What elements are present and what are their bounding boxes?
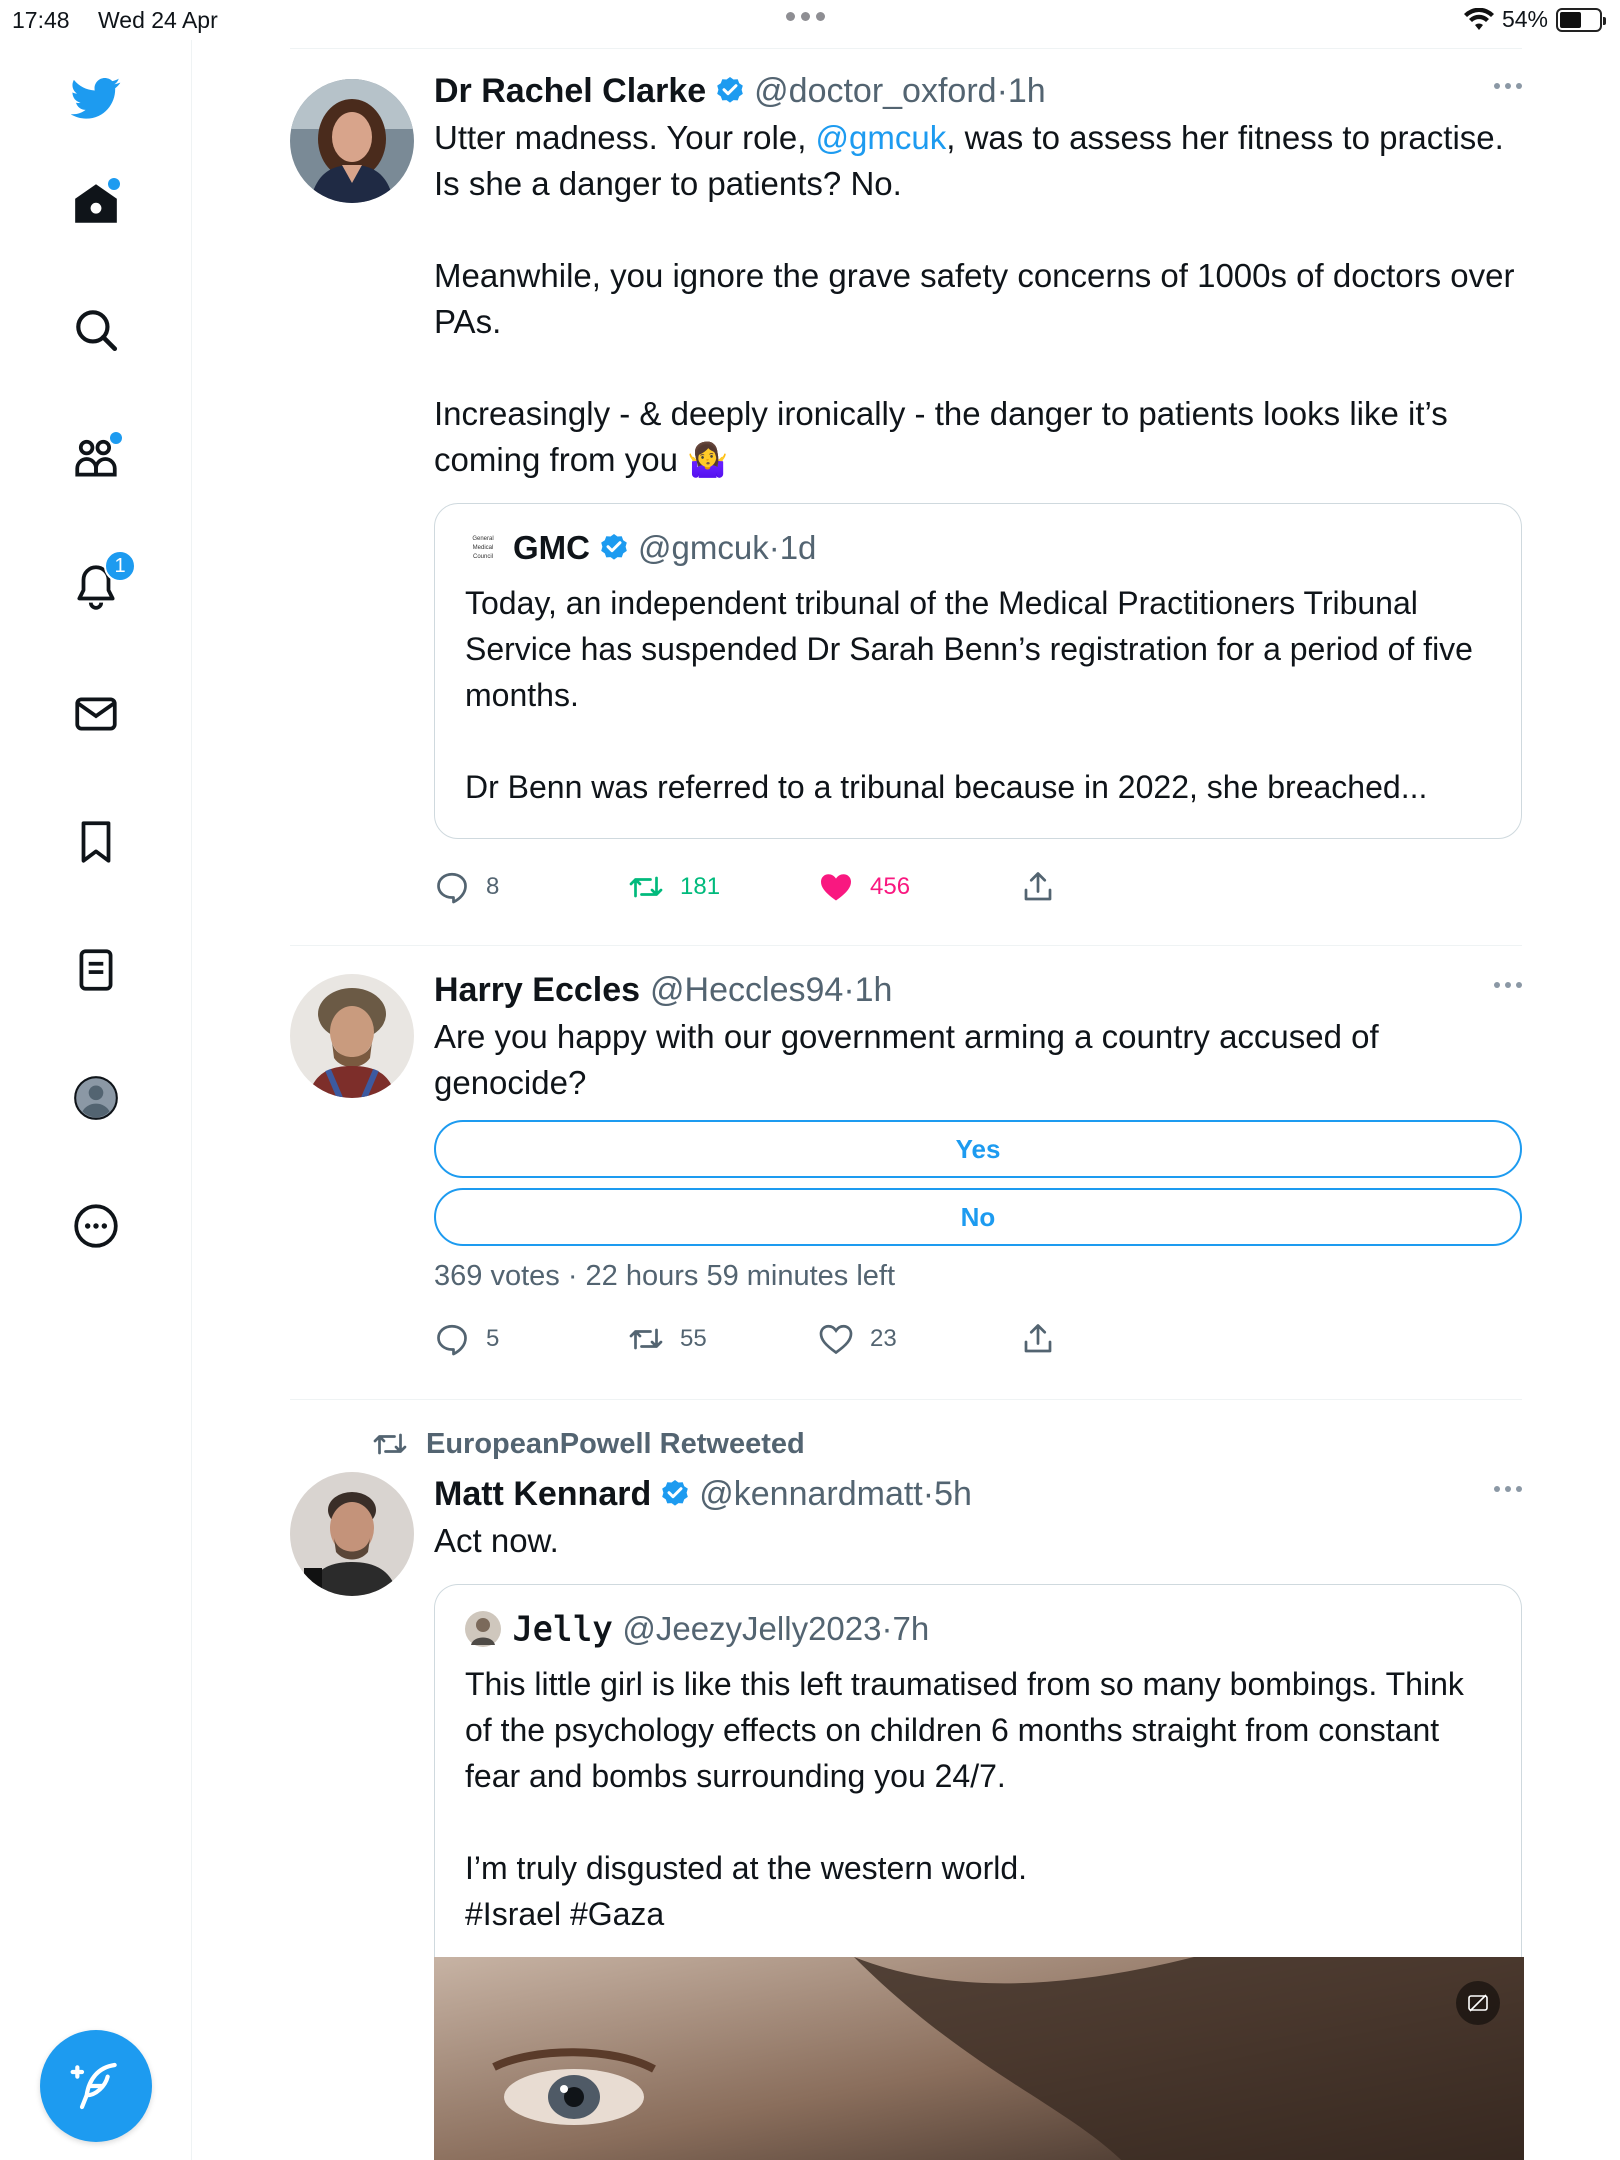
poll-option-yes[interactable]: Yes (434, 1120, 1522, 1178)
wifi-icon (1464, 8, 1494, 32)
compose-tweet-button[interactable] (40, 2030, 152, 2142)
poll-option-no[interactable]: No (434, 1188, 1522, 1246)
tweet-actions (434, 847, 1522, 927)
like-count: 456 (870, 873, 911, 900)
tweet-more-icon[interactable] (1494, 982, 1522, 988)
retweet-button[interactable] (628, 1321, 832, 1357)
compose-tweet-icon (68, 2058, 124, 2114)
svg-text:Council: Council (472, 554, 494, 560)
tweet-header (434, 69, 1522, 113)
reply-count: 5 (486, 1325, 500, 1352)
reply-icon (434, 1321, 470, 1357)
tweet-more-icon[interactable] (1494, 83, 1522, 89)
quote-timestamp: 1d (779, 529, 817, 566)
author-handle[interactable]: @doctor_oxford (754, 72, 997, 110)
share-icon (1020, 869, 1056, 905)
quote-author-handle: @gmcuk (638, 529, 769, 566)
author-name[interactable]: Dr Rachel Clarke (434, 72, 707, 110)
avatar[interactable] (290, 1472, 414, 1596)
quote-author-name: GMC (513, 529, 590, 566)
like-button[interactable] (818, 1321, 1022, 1357)
author-handle[interactable]: @kennardmatt (699, 1475, 923, 1513)
author-handle[interactable]: @Heccles94 (650, 971, 844, 1009)
more-icon[interactable] (62, 1192, 130, 1260)
mention-link[interactable]: @gmcuk (815, 119, 947, 156)
status-time: 17:48 (12, 7, 70, 33)
status-bar (0, 0, 1620, 40)
tweet-timestamp[interactable]: 5h (934, 1475, 972, 1513)
profile-avatar-icon[interactable] (62, 1064, 130, 1132)
timeline (290, 48, 1522, 2160)
poll (434, 1120, 1522, 1293)
notifications-bell-icon[interactable] (62, 552, 130, 620)
search-icon[interactable] (62, 296, 130, 364)
content-warning-icon[interactable] (1456, 1981, 1500, 2025)
messages-mail-icon[interactable] (62, 680, 130, 748)
retweet-button[interactable] (628, 869, 832, 905)
tweet-text: Are you happy with our government arming a country accused of genocide? (434, 1018, 1379, 1101)
quote-author-name: 𝙹𝚎𝚕𝚕𝚢 (513, 1609, 613, 1648)
svg-text:General: General (472, 536, 494, 542)
verified-badge-icon (714, 75, 746, 107)
reply-count: 8 (486, 873, 500, 900)
heart-filled-icon (818, 869, 854, 905)
tweet-header (434, 1472, 1522, 1516)
poll-meta: 369 votes · 22 hours 59 minutes left (434, 1260, 896, 1292)
reply-button[interactable] (434, 869, 638, 905)
like-button[interactable] (818, 869, 1022, 905)
tweet-actions (434, 1299, 1522, 1379)
author-name[interactable]: Harry Eccles (434, 971, 641, 1009)
meta-separator: · (996, 72, 1008, 110)
home-icon[interactable] (62, 170, 130, 238)
tweet-text: Act now. (434, 1522, 559, 1559)
communities-icon[interactable] (62, 424, 130, 492)
bookmarks-icon[interactable] (62, 808, 130, 876)
tweet[interactable] (290, 49, 1522, 927)
status-date: Wed 24 Apr (98, 7, 218, 33)
share-icon (1020, 1321, 1056, 1357)
heart-icon (818, 1321, 854, 1357)
reply-icon (434, 869, 470, 905)
tweet[interactable] (290, 946, 1522, 1379)
quoted-tweet[interactable] (434, 503, 1522, 839)
meta-separator: · (922, 1475, 935, 1513)
avatar[interactable] (290, 974, 414, 1098)
like-count: 23 (870, 1325, 897, 1352)
battery-icon (1556, 8, 1602, 32)
reply-button[interactable] (434, 1321, 638, 1357)
quote-text: Today, an independent tribunal of the Medical Practitioners Tribunal Service has suspended Dr Sarah Benn’s registration for a period of five months. Dr Benn was referred to a tribunal because in 2022, she breached... (465, 585, 1473, 805)
retweet-count: 181 (680, 873, 721, 900)
quote-media-image[interactable] (434, 1957, 1524, 2160)
tweet-more-icon[interactable] (1494, 1486, 1522, 1492)
meta-separator: · (843, 971, 855, 1009)
lists-icon[interactable] (62, 936, 130, 1004)
verified-badge-icon (659, 1478, 691, 1510)
share-button[interactable] (1020, 1321, 1224, 1357)
retweet-icon (372, 1426, 408, 1462)
twitter-bird-icon[interactable] (62, 64, 130, 132)
multitasking-dots[interactable] (786, 12, 825, 21)
meta-separator: · (881, 1610, 893, 1647)
quote-text: This little girl is like this left traumatised from so many bombings. Think of the psychology effects on children 6 months straight from constant fear and bombs surrounding you 24/7. I’m truly disgusted at the western world. #Israel #Gaza (465, 1666, 1464, 1932)
gmc-logo (465, 530, 501, 566)
avatar[interactable] (290, 79, 414, 203)
share-button[interactable] (1020, 869, 1224, 905)
quoted-tweet[interactable] (434, 1584, 1522, 2160)
retweet-icon (628, 869, 664, 905)
battery-percent: 54% (1501, 6, 1548, 32)
meta-separator: · (768, 529, 780, 566)
retweet-count: 55 (680, 1325, 707, 1352)
quote-timestamp: 7h (892, 1610, 930, 1647)
retweet-context (372, 1416, 1522, 1472)
home-new-dot (108, 178, 120, 190)
verified-badge-icon (598, 532, 630, 564)
communities-new-dot (110, 432, 122, 444)
tweet[interactable] (290, 1400, 1522, 2160)
author-name[interactable]: Matt Kennard (434, 1475, 652, 1513)
retweeted-by[interactable]: EuropeanPowell Retweeted (426, 1427, 805, 1460)
tweet-text: Utter madness. Your role, @gmcuk, was to assess her fitness to practise. Is she a danger to patients? No. Meanwhile, you ignore the grave safety concerns of 1000s of doctors over PAs. Increasingly - & deeply ironically - the danger to patients looks like it’s coming from you 🤷‍♀️ (434, 119, 1515, 478)
notifications-count-badge: 1 (104, 550, 136, 582)
sidebar-nav (0, 40, 192, 2160)
quote-avatar (465, 1611, 501, 1647)
svg-text:Medical: Medical (472, 545, 494, 551)
tweet-timestamp[interactable]: 1h (854, 971, 893, 1009)
tweet-header (434, 968, 1522, 1012)
quote-author-handle: @JeezyJelly2023 (622, 1610, 882, 1647)
retweet-icon (628, 1321, 664, 1357)
tweet-timestamp[interactable]: 1h (1007, 72, 1046, 110)
